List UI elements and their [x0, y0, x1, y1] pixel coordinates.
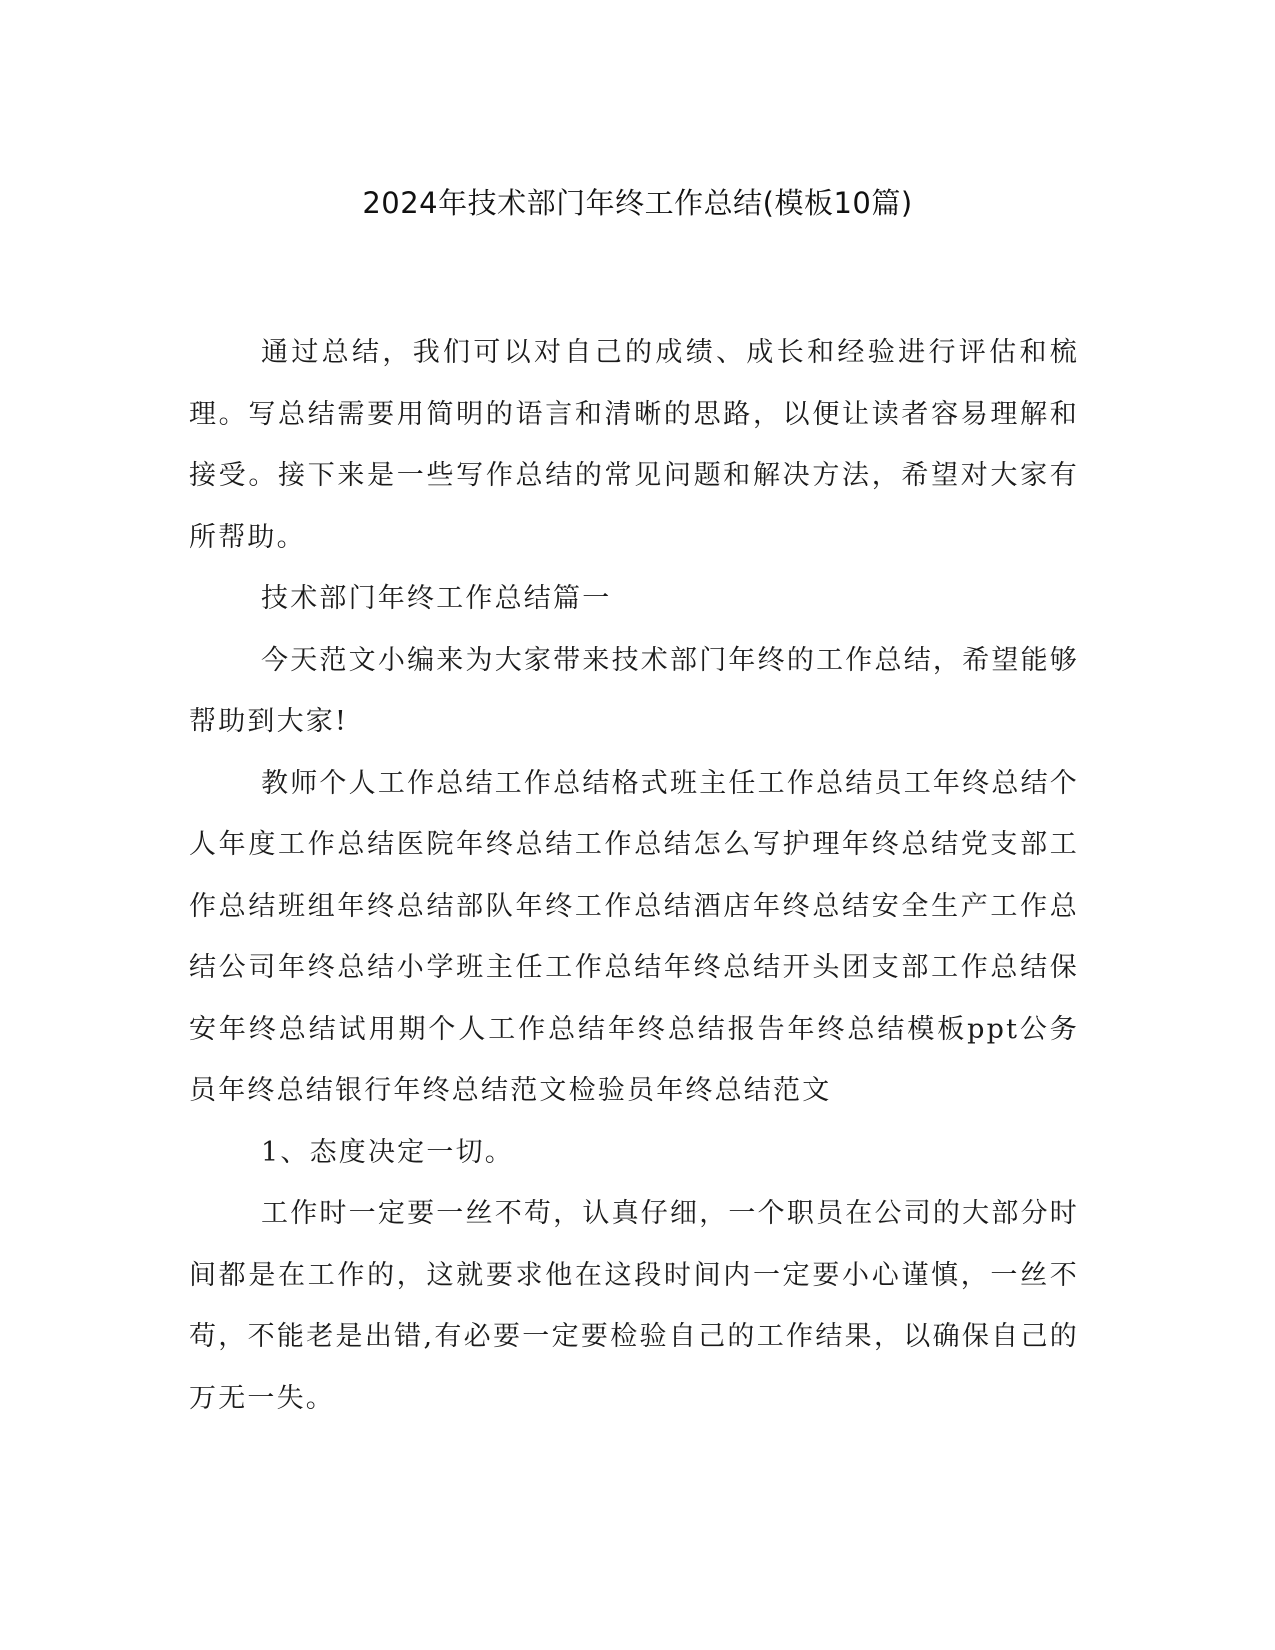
keyword-list-paragraph: 教师个人工作总结工作总结格式班主任工作总结员工年终总结个人年度工作总结医院年终总结工作总结怎么写护理年终总结党支部工作总结班组年终总结部队年终工作总结酒店年终总结安全生产工作总结公司年终总结小学班主任工作总结年终总结开头团支部工作总结保安年终总结试用期个人工作总结年终总结报告年终总结模板ppt公务员年终总结银行年终总结范文检验员年终总结范文	[189, 767, 1079, 1106]
numbered-point-heading: 1、态度决定一切。	[261, 1136, 514, 1168]
document-title: 2024年技术部门年终工作总结(模板10篇)	[362, 186, 913, 220]
intro-paragraph: 通过总结，我们可以对自己的成绩、成长和经验进行评估和梳理。写总结需要用简明的语言和清晰的思路，以便让读者容易理解和接受。接下来是一些写作总结的常见问题和解决方法，希望对大家有所帮助。	[189, 337, 1079, 553]
document-body	[189, 322, 1079, 1429]
section-heading: 技术部门年终工作总结篇一	[261, 583, 612, 614]
numbered-point-paragraph: 工作时一定要一丝不苟，认真仔细，一个职员在公司的大部分时间都是在工作的，这就要求他在这段时间内一定要小心谨慎，一丝不苟，不能老是出错,有必要一定要检验自己的工作结果，以确保自己的万无一失。	[189, 1198, 1079, 1414]
section-intro-paragraph: 今天范文小编来为大家带来技术部门年终的工作总结，希望能够帮助到大家!	[189, 644, 1079, 737]
